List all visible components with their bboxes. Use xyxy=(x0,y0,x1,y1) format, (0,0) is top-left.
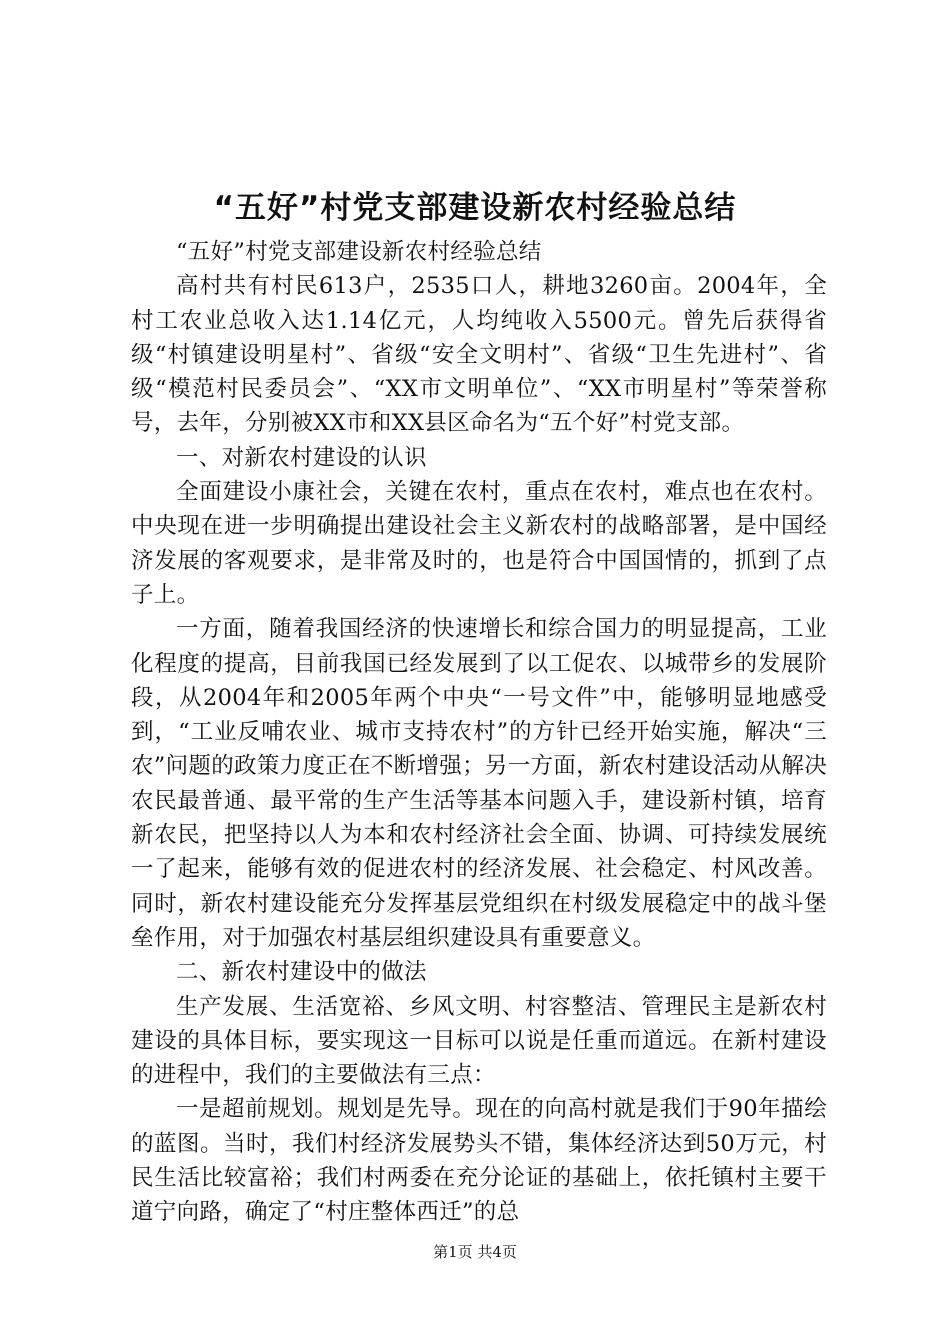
page-number-footer: 第1页 共4页 xyxy=(433,1243,517,1261)
document-title: “五好”村党支部建设新农村经验总结 xyxy=(213,190,737,226)
document-body xyxy=(131,235,827,1230)
paragraph-understanding: 全面建设小康社会，关键在农村，重点在农村，难点也在农村。中央现在进一步明确提出建设社会主义新农村的战略部署，是中国经济发展的客观要求，是非常及时的，也是符合中国国情的，抓到了点子上。 xyxy=(131,479,827,608)
section-heading-2: 二、新农村建设中的做法 xyxy=(176,959,427,986)
paragraph-planning: 一是超前规划。规划是先导。现在的向高村就是我们于90年描绘的蓝图。当时，我们村经济发展势头不错，集体经济达到50万元，村民生活比较富裕；我们村两委在充分论证的基础上，依托镇村主要干道宁向路，确定了“村庄整体西迁”的总 xyxy=(131,1096,827,1226)
paragraph-two-aspects: 一方面，随着我国经济的快速增长和综合国力的明显提高，工业化程度的提高，目前我国已经发展到了以工促农、以城带乡的发展阶段，从2004年和2005年两个中央“一号文件”中，能够明显地感受到，“工业反哺农业、城市支持农村”的方针已经开始实施，解决“三农”问题的政策力度正在不断增强；另一方面，新农村建设活动从解决农民最普通、最平常的生产生活等基本问题入手，建设新村镇，培育新农民，把坚持以人为本和农村经济社会全面、协调、可持续发展统一了起来，能够有效的促进农村的经济发展、社会稳定、村风改善。同时，新农村建设能充分发挥基层党组织在村级发展稳定中的战斗堡垒作用，对于加强农村基层组织建设具有重要意义。 xyxy=(131,616,827,951)
section-heading-1: 一、对新农村建设的认识 xyxy=(176,444,427,471)
paragraph-village-overview: 高村共有村民613户，2535口人，耕地3260亩。2004年，全村工农业总收入达1.14亿元，人均纯收入5500元。曾先后获得省级“村镇建设明星村”、省级“安全文明村”、省级“卫生先进村”、省级“模范村民委员会”、“XX市文明单位”、“XX市明星村”等荣誉称号，去年，分别被XX市和XX县区命名为“五个好”村党支部。 xyxy=(131,273,827,437)
paragraph-goals: 生产发展、生活宽裕、乡风文明、村容整洁、管理民主是新农村建设的具体目标，要实现这一目标可以说是任重而道远。在新村建设的进程中，我们的主要做法有三点： xyxy=(131,993,827,1089)
paragraph-subtitle: “五好”村党支部建设新农村经验总结 xyxy=(176,239,542,265)
